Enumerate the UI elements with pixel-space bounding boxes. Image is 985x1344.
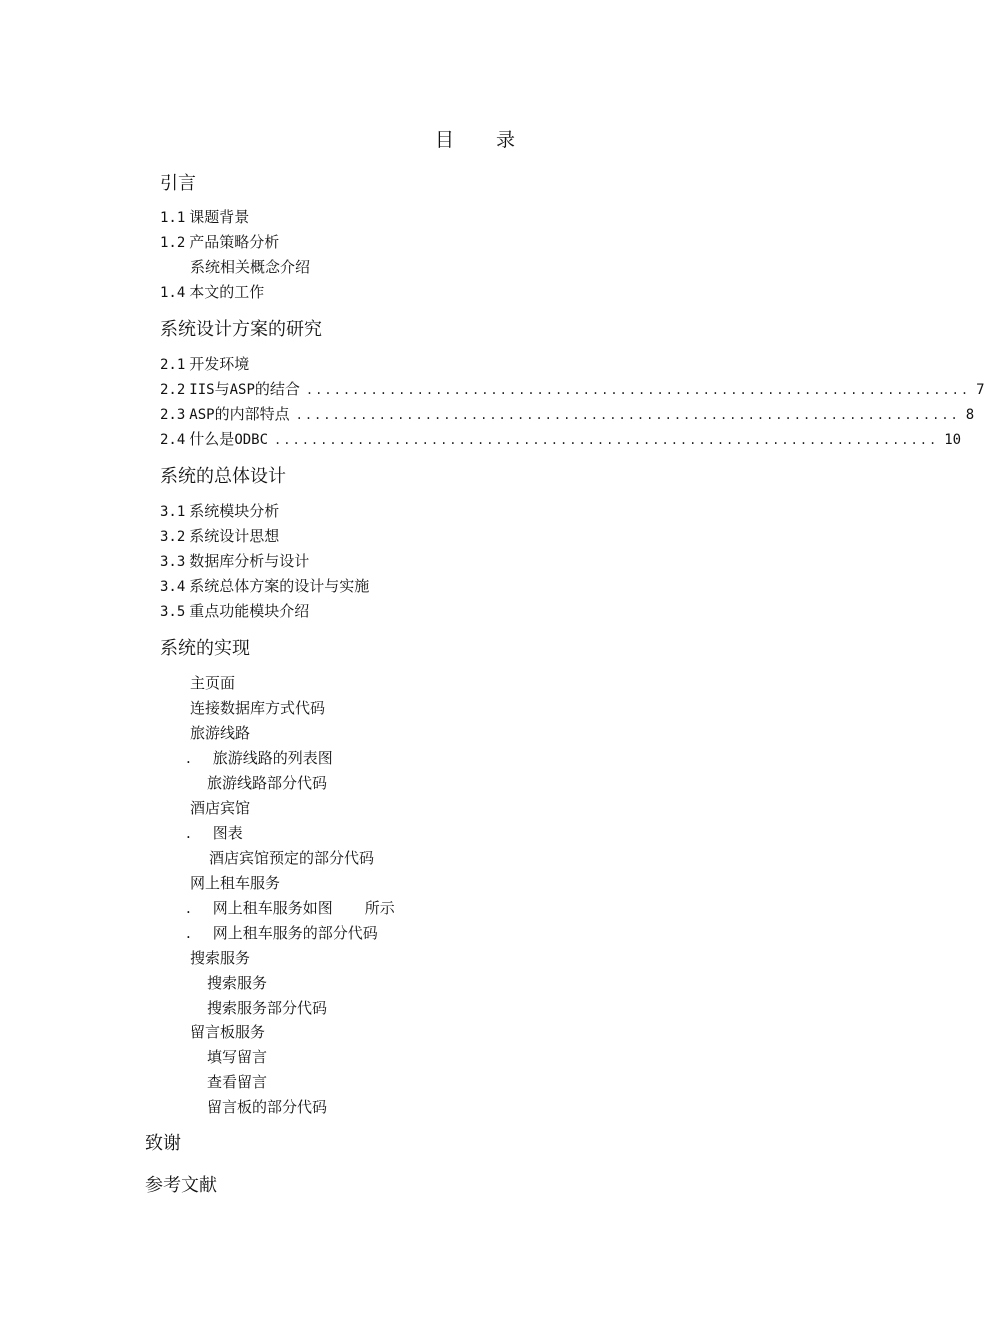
entry-number: 2.1 — [160, 357, 186, 373]
dot-leader: ........................................................................ — [295, 408, 960, 422]
entry-prefix: . — [186, 924, 191, 942]
entry-text: 的结合 — [254, 380, 300, 398]
chapter-heading: 致谢 — [145, 1133, 181, 1154]
toc-entry: 网上租车服务 — [190, 874, 281, 892]
entry-text: 数据库分析与设计 — [189, 552, 310, 570]
entry-number: 1.4 — [160, 285, 186, 301]
entry-text: 网上租车服务的部分代码 — [212, 924, 378, 942]
entry-text: 旅游线路的列表图 — [212, 749, 333, 767]
toc-entry: 填写留言 — [207, 1048, 268, 1066]
entry-prefix: . — [186, 824, 191, 842]
entry-text: ASP — [189, 407, 215, 423]
page-number: 10 — [944, 432, 962, 448]
entry-text: IIS — [189, 382, 215, 398]
toc-entry: 搜索服务 — [190, 949, 251, 967]
entry-number: 2.2 — [160, 382, 186, 398]
page-number: 7 — [976, 382, 985, 398]
toc-entry — [160, 575, 369, 596]
entry-number: 1.2 — [160, 235, 186, 251]
entry-text: 网上租车服务如图 — [212, 899, 333, 917]
toc-entry — [160, 231, 279, 252]
dot-leader: ........................................................................ — [274, 433, 939, 447]
entry-suffix: 所示 — [364, 899, 395, 917]
chapter-heading: 系统的总体设计 — [160, 466, 286, 487]
toc-title: 目 录 — [434, 129, 534, 151]
entry-text: ODBC — [234, 432, 269, 448]
entry-text: ASP — [229, 382, 255, 398]
entry-text: 系统相关概念介绍 — [190, 258, 311, 276]
entry-number: 3.4 — [160, 579, 186, 595]
toc-entry: 搜索服务部分代码 — [207, 999, 328, 1017]
entry-prefix: . — [186, 899, 191, 917]
entry-text: 本文的工作 — [189, 283, 265, 301]
entry-text: 与 — [214, 380, 230, 398]
toc-entry: 主页面 — [190, 674, 236, 692]
entry-number: 3.3 — [160, 554, 186, 570]
entry-text: 系统设计思想 — [189, 527, 280, 545]
entry-text: 产品策略分析 — [189, 233, 280, 251]
entry-text: 的内部特点 — [214, 405, 290, 423]
toc-entry: 搜索服务 — [207, 974, 268, 992]
toc-entry: 留言板服务 — [190, 1023, 266, 1041]
entry-number: 3.5 — [160, 604, 186, 620]
toc-entry — [160, 550, 309, 571]
toc-entry — [160, 500, 279, 521]
toc-entry — [186, 897, 395, 918]
toc-entry — [160, 403, 975, 424]
entry-number: 3.2 — [160, 529, 186, 545]
entry-text: 重点功能模块介绍 — [189, 602, 310, 620]
chapter-heading: 引言 — [160, 173, 196, 194]
toc-entry — [160, 206, 249, 227]
toc-entry — [160, 600, 309, 621]
entry-prefix: . — [186, 749, 191, 767]
toc-entry — [160, 428, 962, 449]
entry-number: 2.3 — [160, 407, 186, 423]
entry-text: 什么是 — [189, 430, 235, 448]
toc-entry: 留言板的部分代码 — [207, 1098, 328, 1116]
chapter-heading: 系统的实现 — [160, 638, 250, 659]
entry-number: 3.1 — [160, 504, 186, 520]
entry-text: 系统模块分析 — [189, 502, 280, 520]
chapter-heading: 参考文献 — [145, 1175, 217, 1196]
dot-leader: ........................................................................ — [305, 383, 971, 397]
toc-entry — [160, 281, 264, 302]
toc-entry: 酒店宾馆 — [190, 799, 251, 817]
toc-entry — [190, 256, 310, 277]
toc-entry: 旅游线路部分代码 — [207, 774, 328, 792]
toc-entry — [160, 353, 249, 374]
entry-text: 课题背景 — [189, 208, 250, 226]
toc-entry — [160, 525, 279, 546]
entry-number: 2.4 — [160, 432, 186, 448]
entry-text: 系统总体方案的设计与实施 — [189, 577, 370, 595]
toc-entry — [186, 922, 378, 943]
entry-text: 图表 — [212, 824, 243, 842]
chapter-heading: 系统设计方案的研究 — [160, 319, 322, 340]
entry-number: 1.1 — [160, 210, 186, 226]
toc-entry — [160, 378, 985, 399]
toc-entry: 连接数据库方式代码 — [190, 699, 326, 717]
toc-entry: 酒店宾馆预定的部分代码 — [209, 849, 375, 867]
page-number: 8 — [965, 407, 975, 423]
toc-entry — [186, 822, 243, 843]
toc-entry — [186, 747, 333, 768]
toc-entry: 旅游线路 — [190, 724, 251, 742]
entry-text: 开发环境 — [189, 355, 250, 373]
toc-entry: 查看留言 — [207, 1073, 268, 1091]
